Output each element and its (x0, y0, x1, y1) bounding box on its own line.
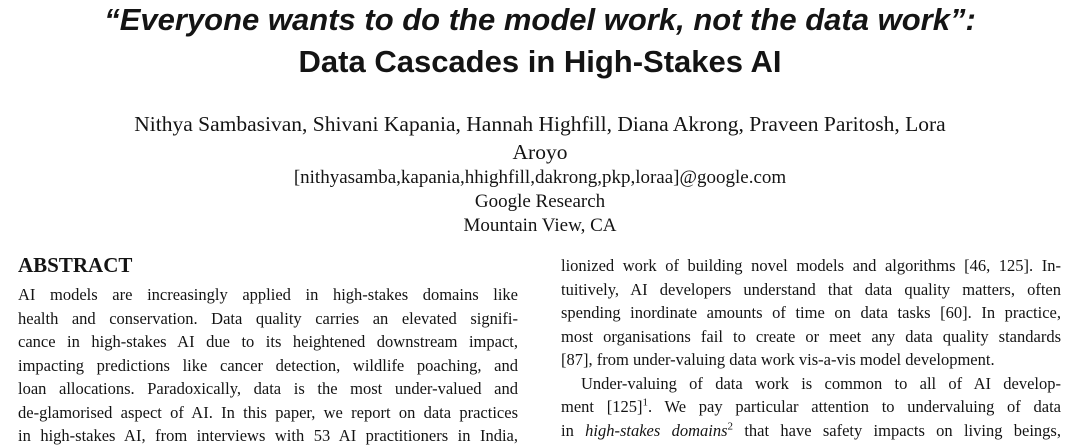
body-line: most organisations fail to create or meet any data quality standards (561, 326, 1061, 346)
footnote-marker: 1 (642, 396, 648, 409)
introduction-body (561, 254, 1061, 442)
abstract-line: impacting predictions like cancer detection, wildlife poaching, and (18, 355, 518, 375)
paper-title-line-1: “Everyone wants to do the model work, not the data work”: (104, 2, 976, 37)
body-line: [87], from under-valuing data work vis-a-vis model development. (561, 350, 995, 369)
body-text: in (561, 420, 586, 440)
body-line (561, 395, 1061, 419)
body-line: spending inordinate amounts of time on data tasks [60]. In practice, (561, 303, 1061, 322)
abstract-line: de-glamorised aspect of AI. In this paper, we report on data practices (18, 402, 518, 422)
abstract-line: loan allocations. Paradoxically, data is the most under-valued and (18, 379, 518, 398)
body-line: tuitively, AI developers understand that data quality matters, often (561, 279, 1061, 299)
abstract-body (18, 283, 518, 448)
body-line: lionized work of building novel models and algorithms [46, 125]. In- (561, 256, 1061, 275)
author-location: Mountain View, CA (463, 215, 617, 236)
emphasis-text: high-stakes domains (585, 420, 728, 440)
body-text: . We pay particular attention to undervaluing of data (647, 397, 1061, 416)
abstract-heading: ABSTRACT (18, 253, 133, 277)
authors-line-2: Aroyo (512, 140, 568, 164)
abstract-line: cance in high-stakes AI due to its heightened downstream impact, (18, 332, 518, 351)
abstract-line: AI models are increasingly applied in high-stakes domains like (18, 285, 518, 304)
body-text: ment [125] (561, 397, 643, 416)
body-line (561, 419, 1061, 443)
footnote-marker: 2 (727, 420, 734, 432)
body-line: Under-valuing of data work is common to all of AI develop- (581, 373, 1061, 393)
authors-line-1: Nithya Sambasivan, Shivani Kapania, Hannah Highfill, Diana Akrong, Praveen Paritosh, Lora (134, 112, 946, 136)
body-text: that have safety impacts on living beings, (733, 420, 1061, 440)
author-affiliation: Google Research (474, 191, 606, 212)
author-email: [nithyasamba,kapania,hhighfill,dakrong,pkp,loraa]@google.com (293, 167, 787, 188)
abstract-line: health and conservation. Data quality carries an elevated signifi- (18, 308, 518, 328)
paper-title-line-2: Data Cascades in High-Stakes AI (298, 44, 782, 79)
abstract-line: in high-stakes AI, from interviews with 53 AI practitioners in India, (18, 426, 518, 445)
